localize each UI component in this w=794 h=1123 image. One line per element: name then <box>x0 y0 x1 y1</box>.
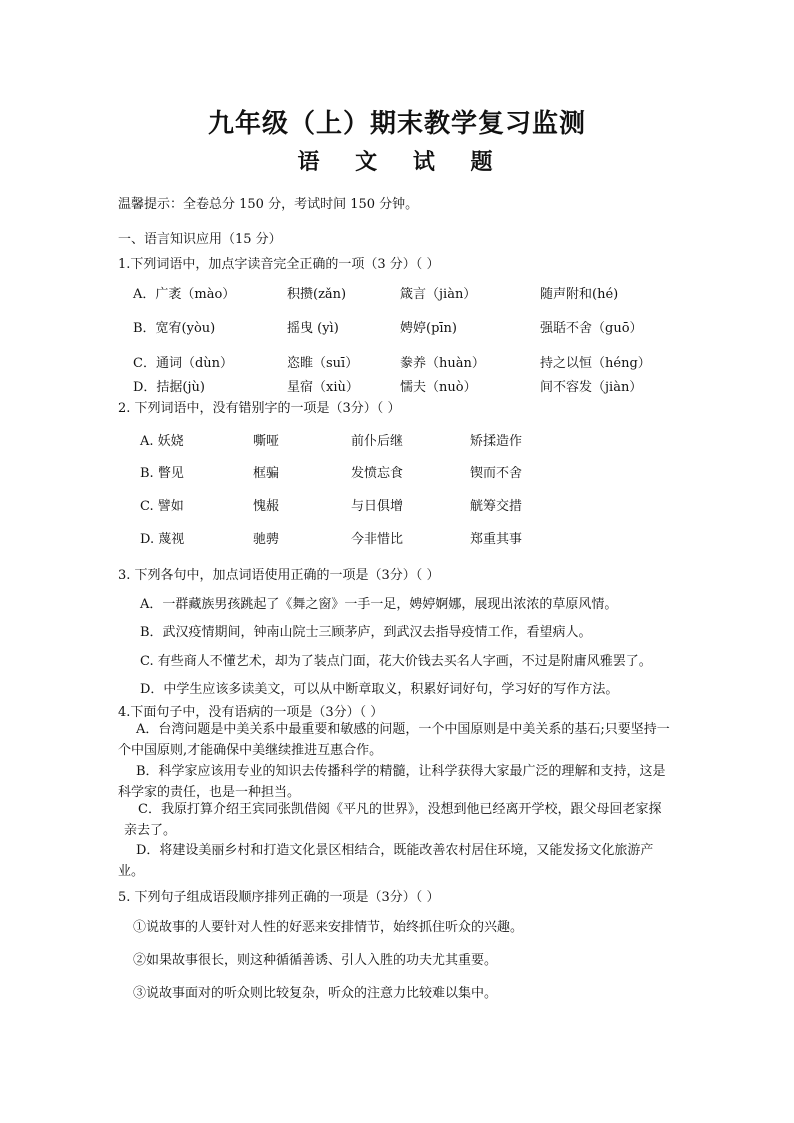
option-cell: B. 瞥见 <box>140 466 184 481</box>
option-paragraph: C．我原打算介绍王宾同张凯借阅《平凡的世界》，没想到他已经离开学校，跟父母回老家探亲去了。 <box>124 802 662 838</box>
option-cell: 星宿（xiù） <box>287 380 359 395</box>
option-cell: 强聒不舍（guō） <box>540 321 643 336</box>
sentence-line: ②如果故事很长，则这种循循善诱、引人入胜的功夫尤其重要。 <box>133 953 498 968</box>
option-cell: 娉婷(pīn) <box>400 321 457 336</box>
option-cell: 间不容发（jiàn） <box>540 380 643 395</box>
option-paragraph: A．台湾问题是中美关系中最重要和敏感的问题，一个中国原则是中美关系的基石;只要坚持一个中国原则,才能确保中美继续推进互惠合作。 <box>118 722 670 758</box>
question-stem: 3. 下列各句中，加点词语使用正确的一项是（3分）（ ） <box>118 568 440 583</box>
section-heading: 一、语言知识应用（15 分） <box>118 232 282 247</box>
option-cell: 恣睢（suī） <box>287 356 359 371</box>
option-paragraph: D．将建设美丽乡村和打造文化景区相结合，既能改善农村居住环境，又能发扬文化旅游产业。 <box>118 843 654 879</box>
option-cell: 箴言（jiàn） <box>400 287 477 302</box>
exam-subtitle: 语 文 试 题 <box>297 149 507 175</box>
option-cell: 锲而不舍 <box>470 466 523 481</box>
option-cell: 前仆后继 <box>351 434 404 449</box>
question-stem: 1.下列词语中，加点字读音完全正确的一项（3 分）（ ） <box>118 257 440 272</box>
question-stem: 2. 下列词语中，没有错别字的一项是（3分）（ ） <box>118 401 401 416</box>
option-line: B．武汉疫情期间，钟南山院士三顾茅庐，到武汉去指导疫情工作，看望病人。 <box>140 625 592 640</box>
option-cell: 持之以恒（héng） <box>540 356 651 371</box>
option-cell: C. 譬如 <box>140 499 184 514</box>
option-cell: 积攒(zǎn) <box>287 287 347 302</box>
exam-tip: 温馨提示：全卷总分 150 分，考试时间 150 分钟。 <box>118 197 419 212</box>
option-cell: D. 蔑视 <box>140 532 185 547</box>
option-cell: 豢养（huàn） <box>400 356 485 371</box>
option-cell: 觥筹交措 <box>470 499 523 514</box>
option-cell: 愧赧 <box>253 499 280 514</box>
option-cell: 随声附和(hé) <box>540 287 619 302</box>
option-cell: 驰骋 <box>253 532 280 547</box>
option-cell: 郑重其事 <box>470 532 523 547</box>
option-cell: 与日俱增 <box>351 499 404 514</box>
option-line: A．一群藏族男孩跳起了《舞之窗》一手一足，娉婷婀娜，展现出浓浓的草原风情。 <box>140 597 618 612</box>
exam-title: 九年级（上）期末教学复习监测 <box>207 109 586 139</box>
sentence-line: ①说故事的人要针对人性的好恶来安排情节，始终抓住听众的兴趣。 <box>133 920 524 935</box>
option-line: D．中学生应该多读美文，可以从中断章取义，积累好词好句，学习好的写作方法。 <box>140 682 619 697</box>
option-cell: 框骗 <box>253 466 280 481</box>
option-cell: 矫揉造作 <box>470 434 523 449</box>
option-line: C. 有些商人不懂艺术，却为了装点门面，花大价钱去买名人字画，不过是附庸风雅罢了。 <box>140 654 652 669</box>
option-cell: 今非惜比 <box>351 532 404 547</box>
option-cell: 发愤忘食 <box>351 466 404 481</box>
option-cell: 摇曳 (yì) <box>287 321 339 336</box>
option-cell: D．拮据(jù) <box>133 380 205 395</box>
option-cell: A．广袤（mào） <box>133 287 236 302</box>
option-cell: 嘶哑 <box>253 434 280 449</box>
question-stem: 4.下面句子中，没有语病的一项是（3分）（ ） <box>118 705 384 720</box>
option-cell: B．宽宥(yòu) <box>133 321 216 336</box>
sentence-line: ③说故事面对的听众则比较复杂，听众的注意力比较难以集中。 <box>133 986 498 1001</box>
question-stem: 5. 下列句子组成语段顺序排列正确的一项是（3分）（ ） <box>118 890 440 905</box>
option-cell: 懦夫（nuò） <box>400 380 477 395</box>
option-cell: A. 妖娆 <box>140 434 184 449</box>
option-cell: C．通词（dùn） <box>133 356 234 371</box>
option-paragraph: B．科学家应该用专业的知识去传播科学的精髓，让科学获得大家最广泛的理解和支持，这是科学家的责任，也是一种担当。 <box>118 764 666 800</box>
